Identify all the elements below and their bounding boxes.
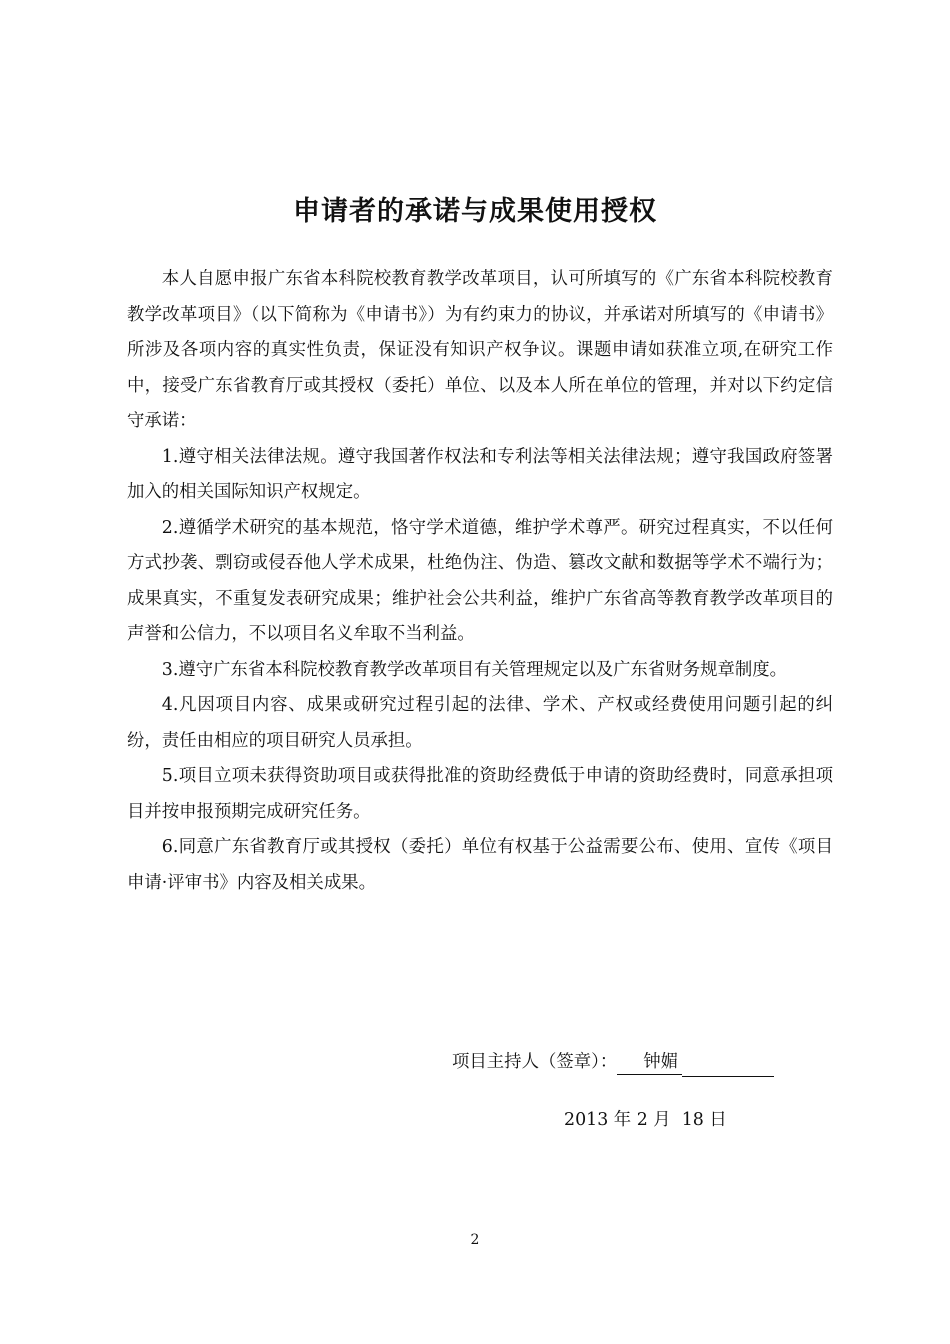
commitment-body [127, 262, 833, 901]
commitment-item-1: 1.遵守相关法律法规。遵守我国著作权法和专利法等相关法律法规；遵守我国政府签署加入的相关国际知识产权规定。 [127, 446, 833, 502]
page-number: 2 [470, 1232, 480, 1248]
commitment-item-5: 5.项目立项未获得资助项目或获得批准的资助经费低于申请的资助经费时，同意承担项目并按申报预期完成研究任务。 [127, 766, 833, 822]
signature-name: 钟媚 [617, 1050, 682, 1075]
page-title: 申请者的承诺与成果使用授权 [293, 196, 657, 227]
commitment-item-2: 2.遵循学术研究的基本规范，恪守学术道德，维护学术尊严。研究过程真实，不以任何方式抄袭、剽窃或侵吞他人学术成果，杜绝伪注、伪造、篡改文献和数据等学术不端行为；成果真实，不重复发表研究成果；维护社会公共利益，维护广东省高等教育教学改革项目的声誉和公信力，不以项目名义牟取不当利益。 [127, 517, 833, 644]
commitment-item-6: 6.同意广东省教育厅或其授权（委托）单位有权基于公益需要公布、使用、宣传《项目申请·评审书》内容及相关成果。 [127, 837, 833, 893]
signature-label: 项目主持人（签章）： [452, 1052, 618, 1072]
commitment-item-3: 3.遵守广东省本科院校教育教学改革项目有关管理规定以及广东省财务规章制度。 [161, 659, 788, 680]
signing-date: 2013 年 2 月 18 日 [564, 1110, 727, 1130]
commitment-item-4: 4.凡因项目内容、成果或研究过程引起的法律、学术、产权或经费使用问题引起的纠纷，责任由相应的项目研究人员承担。 [127, 695, 833, 751]
intro-paragraph: 本人自愿申报广东省本科院校教育教学改革项目，认可所填写的《广东省本科院校教育教学改革项目》（以下简称为《申请书》）为有约束力的协议，并承诺对所填写的《申请书》所涉及各项内容的真实性负责，保证没有知识产权争议。课题申请如获准立项,在研究工作中，接受广东省教育厅或其授权（委托）单位、以及本人所在单位的管理，并对以下约定信守承诺： [127, 269, 833, 431]
signature-blank [682, 1052, 774, 1077]
signature-line [452, 1047, 774, 1077]
